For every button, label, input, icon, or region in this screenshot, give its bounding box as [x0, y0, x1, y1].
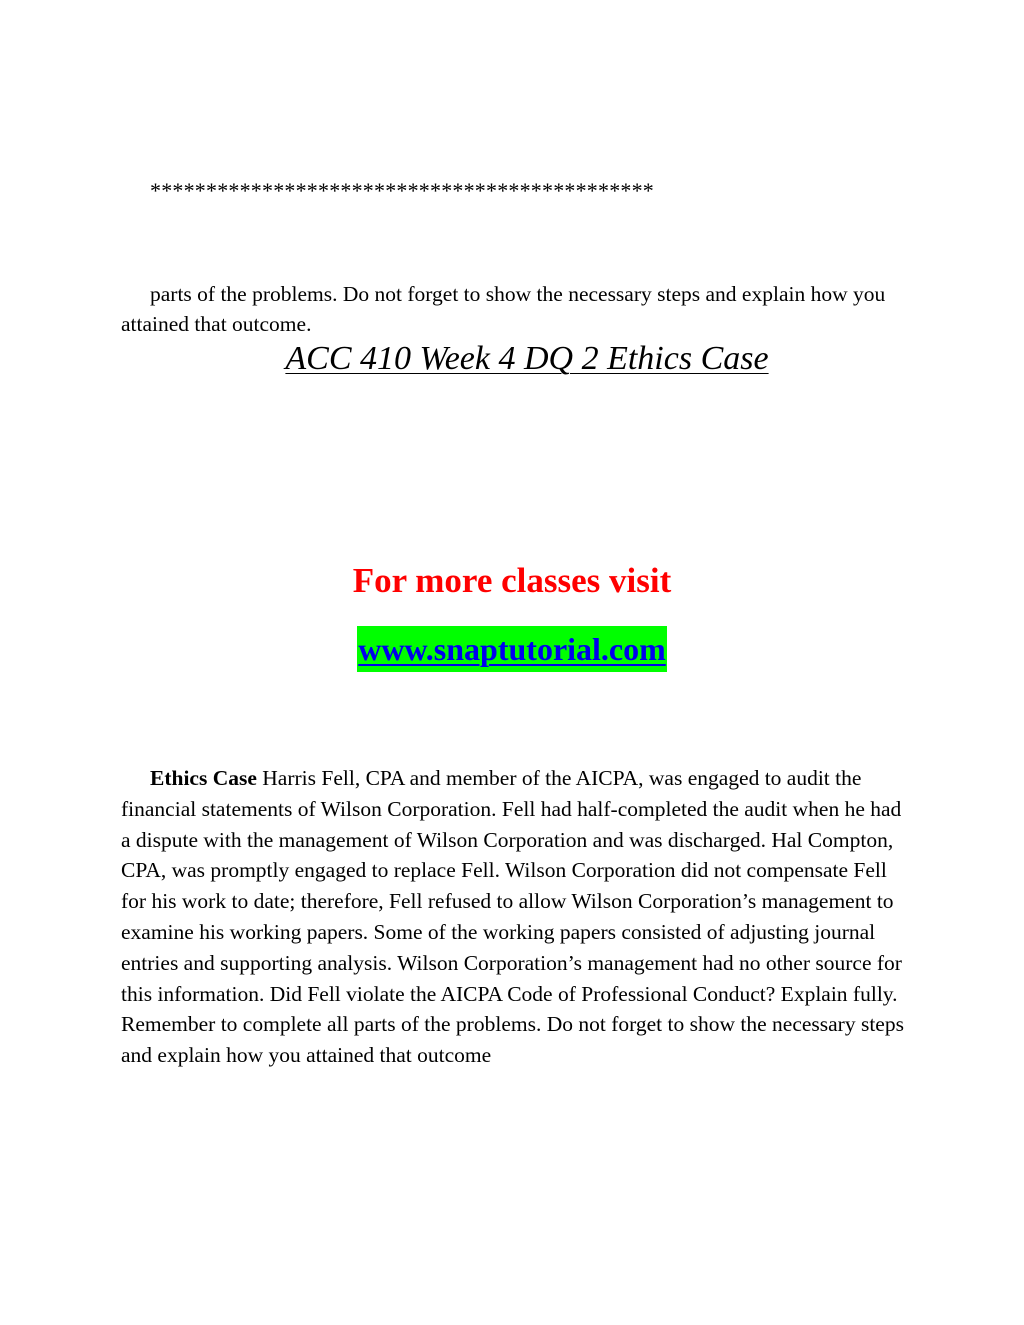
promo-heading: For more classes visit: [352, 561, 672, 600]
website-link[interactable]: www.snaptutorial.com: [357, 626, 667, 672]
case-body: Harris Fell, CPA and member of the AICPA, was engaged to audit the financial statements of Wilson Corporation. Fell had half-completed the audit when he had a dispute with the management of Wilson Corporation and was discharged. Hal Compton, CPA, was promptly engaged to replace Fell. Wilson Corporation did not compensate Fell for his work to date; therefore, Fell refused to allow Wilson Corporation’s management to examine his working papers. Some of the working papers consisted of adjusting journal entries and supporting analysis. Wilson Corporation’s management had no other source for this information. Did Fell violate the AICPA Code of Professional Conduct? Explain fully. Remember to complete all parts of the problems. Do not forget to show the necessary steps and explain how you attained that outcome: [121, 766, 904, 1068]
website-link-container: [0, 626, 1024, 672]
intro-text: parts of the problems. Do not forget to show the necessary steps and explain how you attained that outcome.: [121, 282, 886, 336]
asterisk-separator: *********************************************: [150, 178, 654, 203]
document-title: [0, 336, 1024, 382]
case-paragraph: [121, 763, 911, 1071]
case-lead: Ethics Case: [150, 766, 257, 790]
document-title-text: ACC 410 Week 4 DQ 2 Ethics Case: [285, 340, 769, 377]
intro-paragraph: [121, 279, 901, 339]
